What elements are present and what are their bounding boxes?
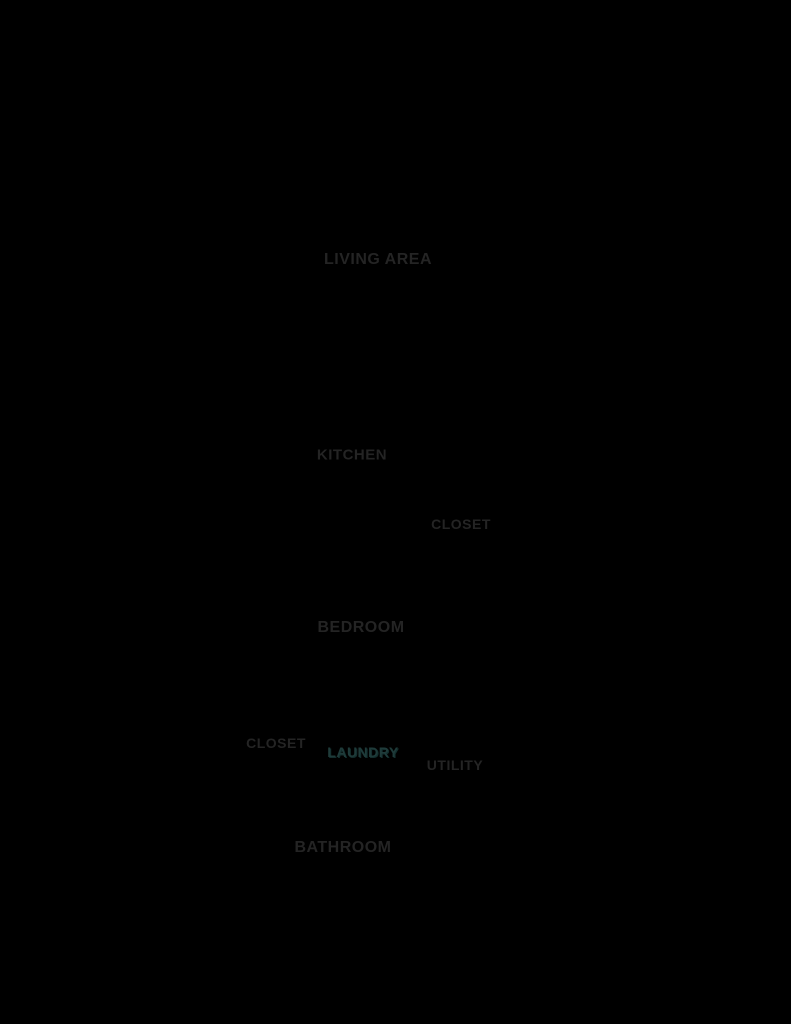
room-label-utility: UTILITY bbox=[426, 757, 484, 773]
room-label-bathroom: BATHROOM bbox=[294, 839, 392, 856]
room-label-closet-upper: CLOSET bbox=[431, 516, 491, 532]
room-label-laundry: LAUNDRY bbox=[327, 744, 399, 760]
room-label-kitchen: KITCHEN bbox=[316, 446, 388, 464]
room-label-bedroom: BEDROOM bbox=[317, 619, 405, 636]
room-label-living-area: LIVING AREA bbox=[323, 251, 433, 268]
room-label-closet-lower: CLOSET bbox=[246, 735, 306, 751]
